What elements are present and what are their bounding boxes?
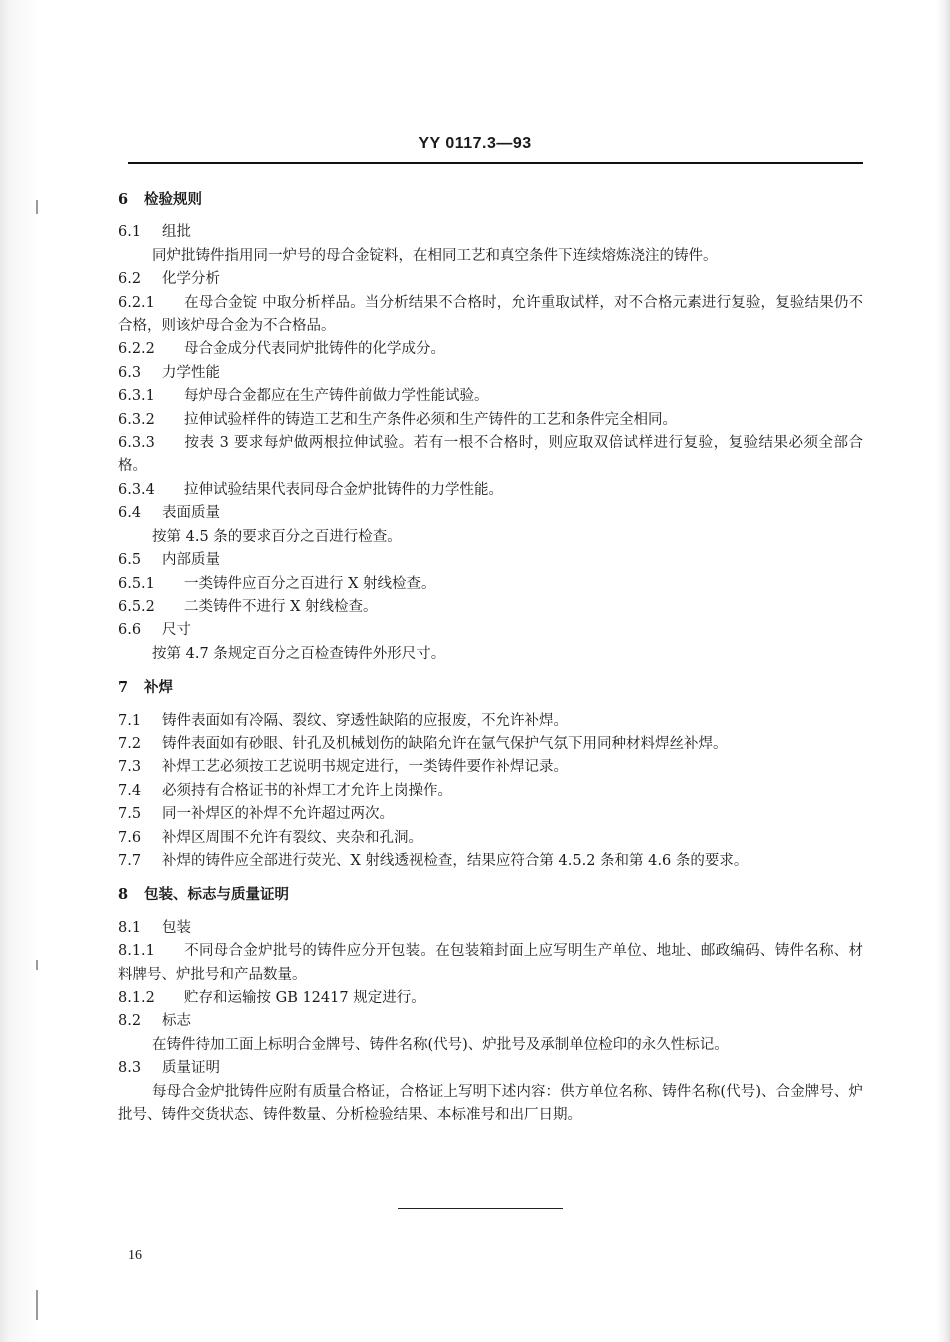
clause-text: 母合金成分代表同炉批铸件的化学成分。 xyxy=(184,341,445,358)
clause-text: 按表 3 要求每炉做两根拉伸试验。若有一根不合格时，则应取双倍试样进行复验，复验结果必须全部合格。 xyxy=(118,435,863,475)
page-number: 16 xyxy=(128,1248,142,1263)
clause xyxy=(118,409,863,432)
clause-text: 拉伸试验结果代表同母合金炉批铸件的力学性能。 xyxy=(184,481,503,498)
subsection-heading xyxy=(118,1010,863,1033)
clause xyxy=(118,432,863,479)
paragraph: 按第 4.5 条的要求百分之百进行检查。 xyxy=(152,528,402,545)
subsection-title: 质量证明 xyxy=(162,1060,220,1077)
section-heading xyxy=(118,883,863,906)
subsection-number: 6.2 xyxy=(118,271,142,288)
clause xyxy=(118,573,863,596)
clause-number: 8.1.1 xyxy=(118,943,155,960)
paragraph: 在铸件待加工面上标明合金牌号、铸件名称(代号)、炉批号及承制单位检印的永久性标记。 xyxy=(152,1036,729,1053)
clause-text: 二类铸件不进行 X 射线检查。 xyxy=(184,598,378,615)
clause-number: 6.3.2 xyxy=(118,411,155,428)
section-heading xyxy=(118,188,863,211)
subsection-heading xyxy=(118,1057,863,1080)
clause-number: 6.5.1 xyxy=(118,575,155,592)
clause-text: 补焊的铸件应全部进行荧光、X 射线透视检查，结果应符合第 4.5.2 条和第 4.6 条的要求。 xyxy=(162,852,749,869)
document-body xyxy=(118,186,863,1127)
paragraph: 按第 4.7 条规定百分之百检查铸件外形尺寸。 xyxy=(152,645,446,662)
subsection-title: 内部质量 xyxy=(162,552,220,569)
clause-number: 7.4 xyxy=(118,782,142,799)
subsection-number: 6.1 xyxy=(118,224,142,241)
clause-number: 6.2.1 xyxy=(118,294,155,311)
subsection-title: 力学性能 xyxy=(162,364,220,381)
clause-text: 铸件表面如有冷隔、裂纹、穿透性缺陷的应报废，不允许补焊。 xyxy=(162,712,568,729)
section-title: 包装、标志与质量证明 xyxy=(144,886,289,904)
clause-number: 6.5.2 xyxy=(118,598,155,615)
subsection-title: 组批 xyxy=(162,224,191,241)
subsection-heading xyxy=(118,362,863,385)
subsection-number: 8.1 xyxy=(118,919,142,936)
section-number: 7 xyxy=(118,679,129,697)
clause-text: 补焊区周围不允许有裂纹、夹杂和孔洞。 xyxy=(162,829,423,846)
clause-text: 在母合金锭 中取分析样品。当分析结果不合格时，允许重取试样，对不合格元素进行复验，复验结果仍不合格，则该炉母合金为不合格品。 xyxy=(118,294,863,335)
section-number: 6 xyxy=(118,191,129,208)
clause-text: 拉伸试验样件的铸造工艺和生产条件必须和生产铸件的工艺和条件完全相同。 xyxy=(184,411,677,428)
section-title: 补焊 xyxy=(144,679,173,697)
clause-text: 补焊工艺必须按工艺说明书规定进行，一类铸件要作补焊记录。 xyxy=(162,759,568,776)
scan-mark xyxy=(36,960,38,970)
section-title: 检验规则 xyxy=(144,191,202,208)
subsection-heading xyxy=(118,268,863,291)
clause xyxy=(118,385,863,408)
section-number: 8 xyxy=(118,886,129,904)
clause-number: 7.6 xyxy=(118,829,142,846)
subsection-title: 化学分析 xyxy=(162,271,220,288)
scan-edge-left xyxy=(0,0,40,1342)
clause-text: 不同母合金炉批号的铸件应分开包装。在包装箱封面上应写明生产单位、地址、邮政编码、铸件名称、材料牌号、炉批号和产品数量。 xyxy=(118,943,863,983)
clause-text: 每炉母合金都应在生产铸件前做力学性能试验。 xyxy=(184,388,489,405)
clause-text: 必须持有合格证书的补焊工才允许上岗操作。 xyxy=(162,782,452,799)
clause xyxy=(118,987,863,1010)
clause xyxy=(118,827,863,850)
subsection-title: 包装 xyxy=(162,919,191,936)
paragraph: 同炉批铸件指用同一炉号的母合金锭料，在相同工艺和真空条件下连续熔炼浇注的铸件。 xyxy=(152,247,718,264)
subsection-heading xyxy=(118,221,863,244)
subsection-heading xyxy=(118,917,863,940)
clause xyxy=(118,710,863,733)
scan-mark xyxy=(36,200,38,214)
subsection-heading xyxy=(118,502,863,525)
clause-number: 7.5 xyxy=(118,806,142,823)
clause-number: 6.3.4 xyxy=(118,481,155,498)
subsection-number: 6.4 xyxy=(118,505,142,522)
subsection-number: 8.2 xyxy=(118,1013,142,1030)
clause-number: 6.3.3 xyxy=(118,435,155,452)
scan-mark xyxy=(36,1290,38,1320)
paragraph: 每母合金炉批铸件应附有质量合格证，合格证上写明下述内容：供方单位名称、铸件名称(代号)、合金牌号、炉批号、铸件交货状态、铸件数量、分析检验结果、本标准号和出厂日期。 xyxy=(118,1083,863,1124)
clause-number: 7.2 xyxy=(118,735,142,752)
clause-text: 同一补焊区的补焊不允许超过两次。 xyxy=(162,806,394,823)
subsection-number: 6.3 xyxy=(118,364,142,381)
section-heading xyxy=(118,676,863,699)
header-rule xyxy=(128,162,863,164)
clause-number: 7.1 xyxy=(118,712,142,729)
scan-edge-right xyxy=(936,0,950,1342)
clause-number: 6.3.1 xyxy=(118,388,155,405)
subsection-number: 6.5 xyxy=(118,552,142,569)
clause xyxy=(118,756,863,779)
clause xyxy=(118,338,863,361)
subsection-heading xyxy=(118,619,863,642)
clause xyxy=(118,292,863,339)
subsection-heading xyxy=(118,549,863,572)
clause xyxy=(118,803,863,826)
clause xyxy=(118,780,863,803)
clause xyxy=(118,479,863,502)
standard-code: YY 0117.3—93 xyxy=(418,135,532,152)
clause-number: 7.7 xyxy=(118,852,142,869)
clause-text: 贮存和运输按 GB 12417 规定进行。 xyxy=(184,990,426,1006)
clause-text: 一类铸件应百分之百进行 X 射线检查。 xyxy=(184,575,436,592)
footer-rule xyxy=(398,1208,563,1209)
clause xyxy=(118,940,863,987)
subsection-title: 表面质量 xyxy=(162,505,220,522)
subsection-number: 6.6 xyxy=(118,622,142,639)
subsection-number: 8.3 xyxy=(118,1060,142,1077)
subsection-title: 标志 xyxy=(162,1013,191,1030)
subsection-title: 尺寸 xyxy=(162,622,191,639)
clause xyxy=(118,596,863,619)
clause-number: 6.2.2 xyxy=(118,341,155,358)
clause xyxy=(118,850,863,873)
clause-number: 8.1.2 xyxy=(118,990,155,1006)
clause-number: 7.3 xyxy=(118,759,142,776)
clause xyxy=(118,733,863,756)
clause-text: 铸件表面如有砂眼、针孔及机械划伤的缺陷允许在氩气保护气氛下用同种材料焊丝补焊。 xyxy=(162,735,728,752)
